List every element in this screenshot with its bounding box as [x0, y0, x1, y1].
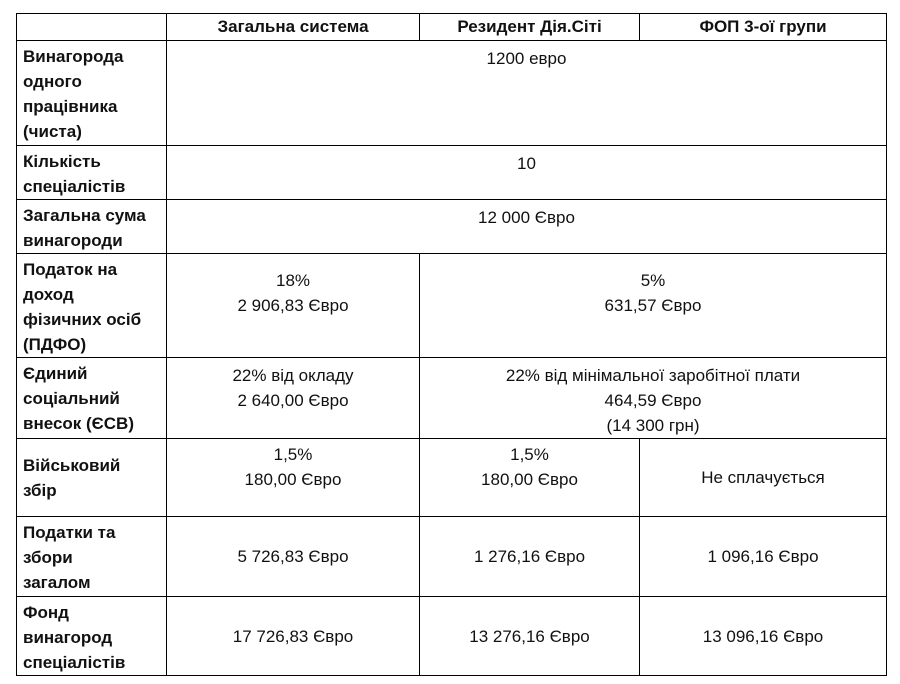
fund-general: 17 726,83 Євро: [167, 597, 420, 676]
row-reward: [17, 41, 887, 146]
comparison-table: [16, 13, 887, 676]
column-header-fop: ФОП 3-ої групи: [640, 14, 887, 41]
row-label: Податки та збори загалом: [17, 517, 167, 597]
row-label: Податок на доход фізичних осіб (ПДФО): [17, 254, 167, 358]
row-label: Винагорода одного працівника (чиста): [17, 41, 167, 146]
column-header-diia: Резидент Дія.Сіті: [420, 14, 640, 41]
reward-value: 1200 евро: [167, 41, 887, 146]
military-fop: Не сплачується: [640, 439, 887, 517]
row-label: Єдиний соціальний внесок (ЄСВ): [17, 358, 167, 439]
taxes-fop: 1 096,16 Євро: [640, 517, 887, 597]
taxes-diia: 1 276,16 Євро: [420, 517, 640, 597]
count-value: 10: [167, 146, 887, 200]
row-label: Кількість спеціалістів: [17, 146, 167, 200]
row-pdfo: [17, 254, 887, 358]
row-total: [17, 200, 887, 254]
esv-general: 22% від окладу 2 640,00 Євро: [167, 358, 420, 439]
total-value: 12 000 Євро: [167, 200, 887, 254]
taxes-general: 5 726,83 Євро: [167, 517, 420, 597]
pdfo-other: 5% 631,57 Євро: [420, 254, 887, 358]
row-label: Загальна сума винагороди: [17, 200, 167, 254]
header-row: [17, 14, 887, 41]
pdfo-general: 18% 2 906,83 Євро: [167, 254, 420, 358]
row-military: [17, 439, 887, 517]
fund-fop: 13 096,16 Євро: [640, 597, 887, 676]
column-header-general: Загальна система: [167, 14, 420, 41]
row-fund: [17, 597, 887, 676]
military-general: 1,5% 180,00 Євро: [167, 439, 420, 517]
esv-other: 22% від мінімальної заробітної плати 464,59 Євро (14 300 грн): [420, 358, 887, 439]
row-esv: [17, 358, 887, 439]
military-diia: 1,5% 180,00 Євро: [420, 439, 640, 517]
corner-cell: [17, 14, 167, 41]
fund-diia: 13 276,16 Євро: [420, 597, 640, 676]
row-label: Військовий збір: [17, 439, 167, 517]
row-count: [17, 146, 887, 200]
row-label: Фонд винагород спеціалістів: [17, 597, 167, 676]
row-taxes: [17, 517, 887, 597]
